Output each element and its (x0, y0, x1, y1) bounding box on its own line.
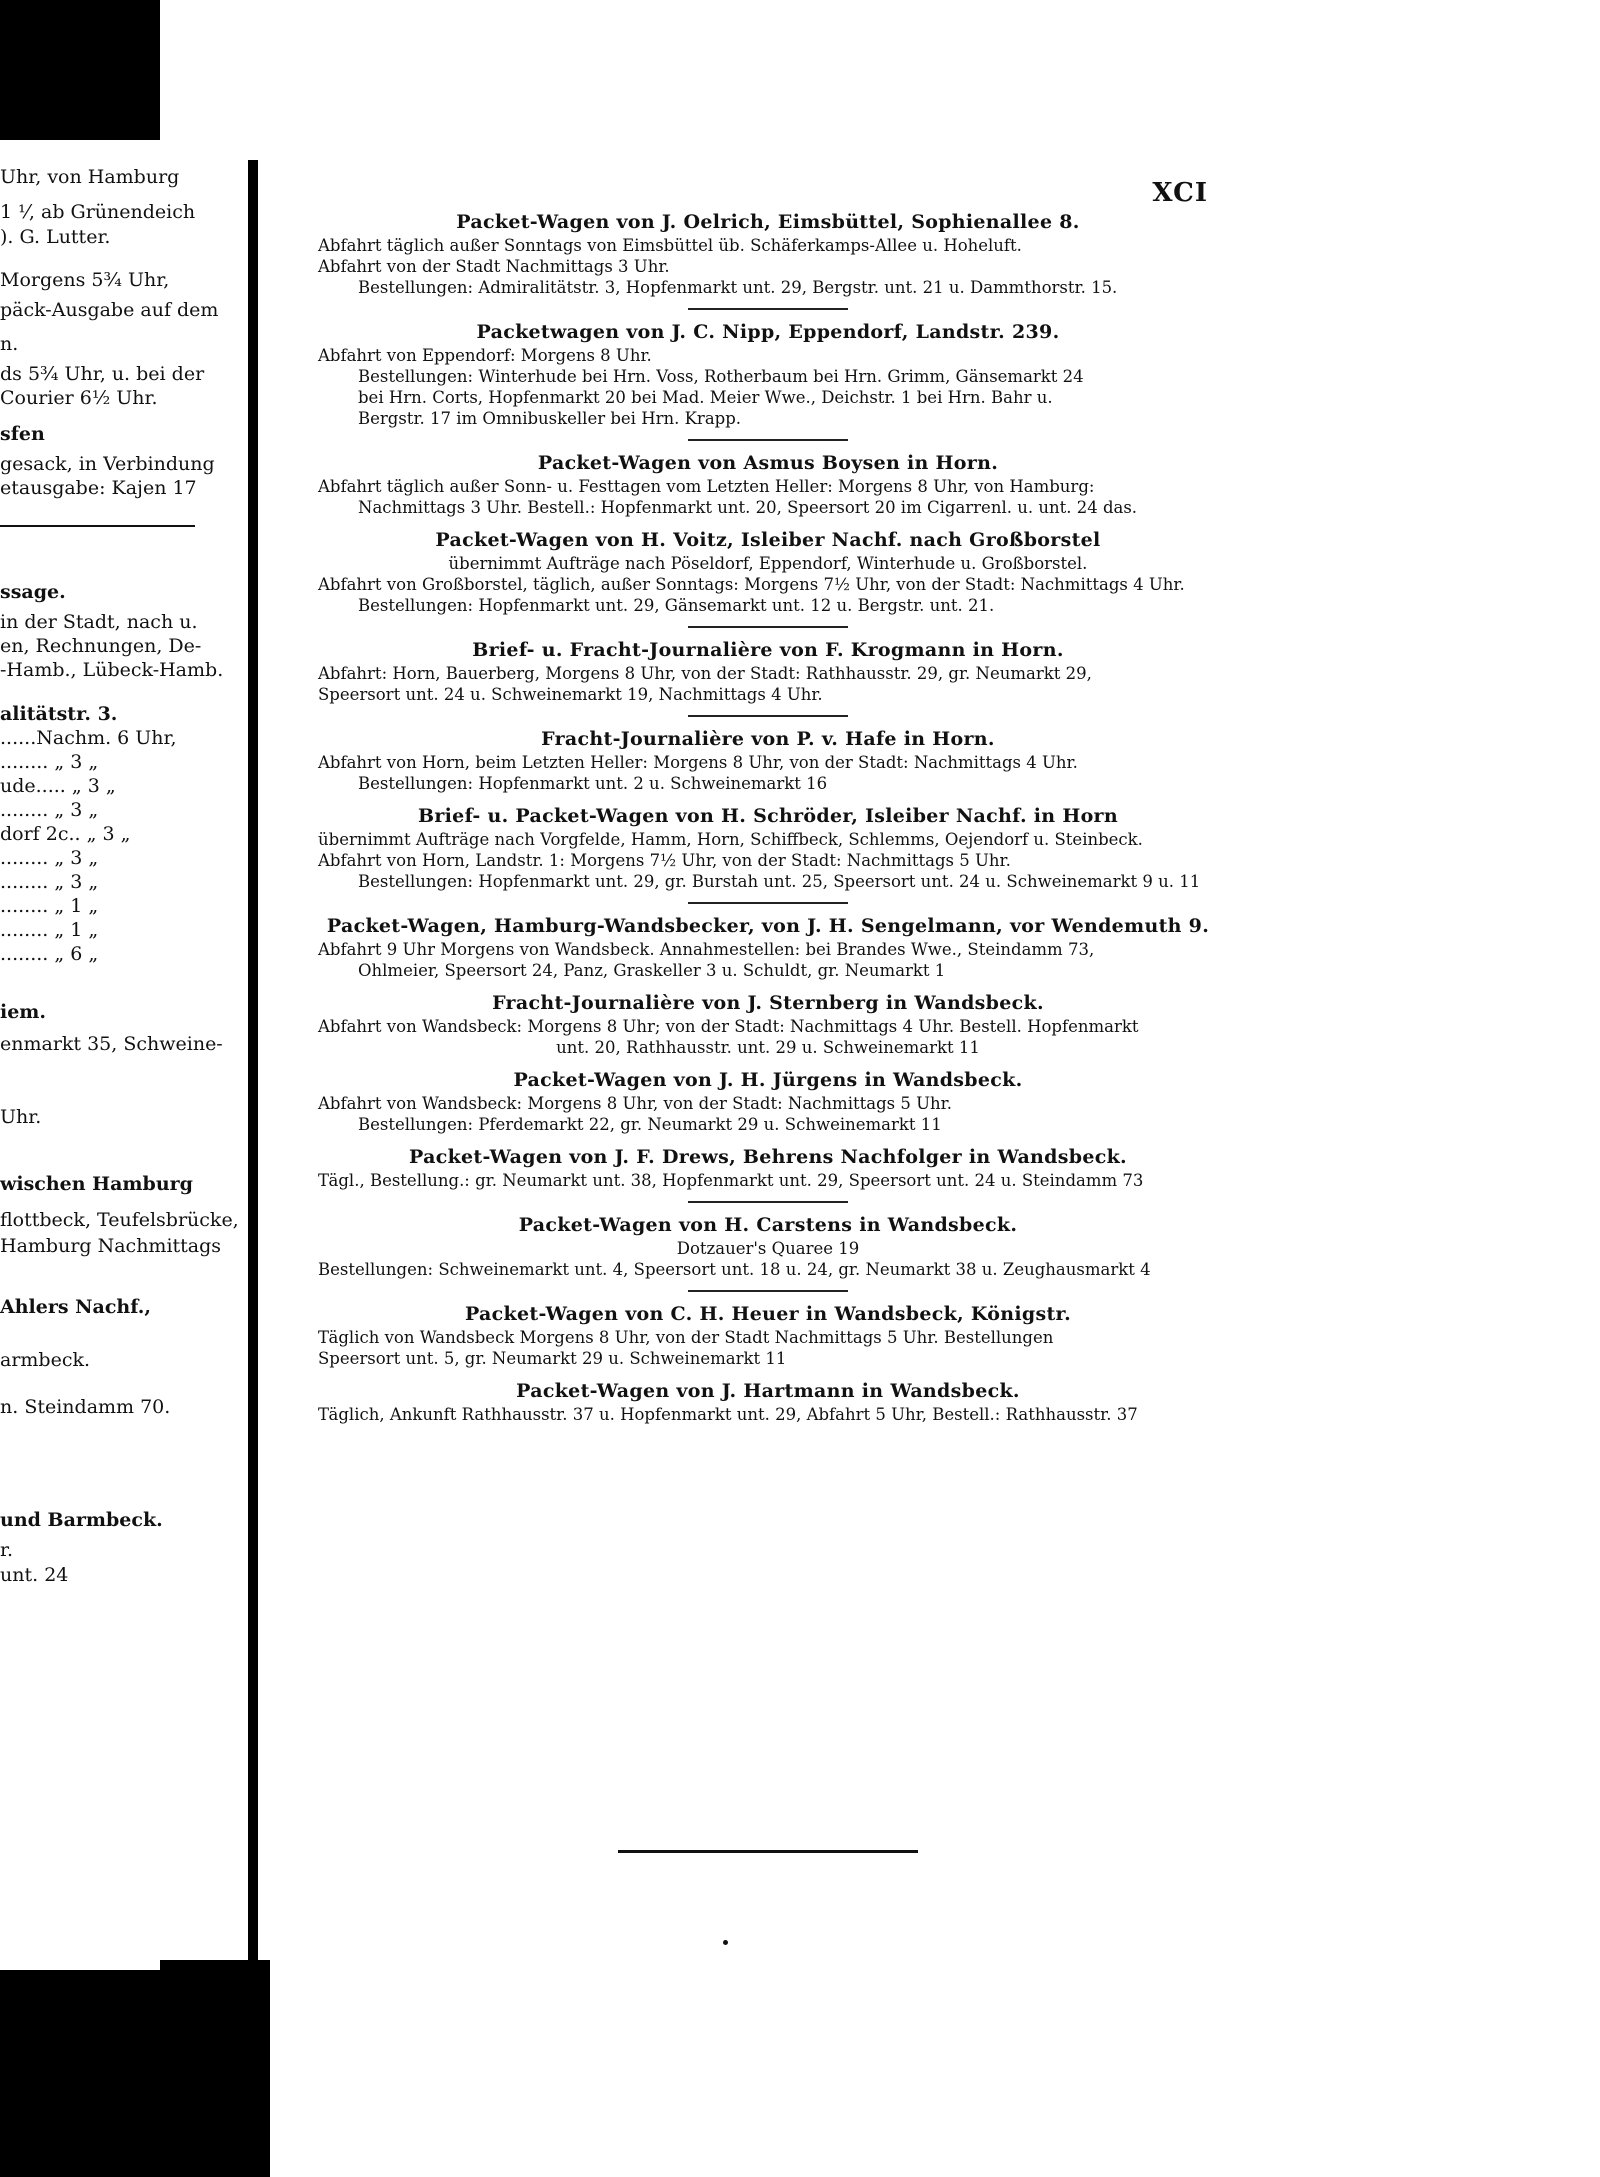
entry-line: unt. 20, Rathhausstr. unt. 29 u. Schweinemarkt 11 (556, 1038, 980, 1057)
entry-line: Abfahrt von der Stadt Nachmittags 3 Uhr. (318, 257, 670, 276)
left-line: Uhr. (0, 1106, 42, 1128)
entry-title: Packet-Wagen von H. Voitz, Isleiber Nachf. nach Großborstel (435, 529, 1101, 551)
entry (318, 210, 1218, 298)
entry-line: Abfahrt von Wandsbeck: Morgens 8 Uhr; von der Stadt: Nachmittags 4 Uhr. Bestell. Hopfenmarkt (318, 1017, 1139, 1036)
left-line: ........ „ 3 „ (0, 847, 99, 869)
entry (318, 914, 1218, 981)
left-line: ........ „ 6 „ (0, 943, 99, 965)
previous-page-fragment (0, 140, 265, 1970)
entry-divider (688, 715, 848, 717)
left-rule (0, 525, 195, 527)
left-line: wischen Hamburg (0, 1173, 193, 1195)
left-line: ude..... „ 3 „ (0, 775, 116, 797)
left-line: ). G. Lutter. (0, 226, 111, 248)
entry-line: Ohlmeier, Speersort 24, Panz, Graskeller 3 u. Schuldt, gr. Neumarkt 1 (358, 961, 946, 980)
entry (318, 1145, 1218, 1191)
left-line: iem. (0, 1001, 47, 1023)
left-line: ........ „ 1 „ (0, 919, 99, 941)
entry-divider (688, 1290, 848, 1292)
left-line: sfen (0, 423, 45, 445)
left-line: Ahlers Nachf., (0, 1296, 151, 1318)
entry-line: Abfahrt täglich außer Sonntags von Eimsbüttel üb. Schäferkamps-Allee u. Hoheluft. (318, 236, 1022, 255)
left-line: n. Steindamm 70. (0, 1396, 171, 1418)
entry-title: Fracht-Journalière von J. Sternberg in Wandsbeck. (492, 992, 1044, 1014)
entry-divider (688, 308, 848, 310)
entry-title: Packet-Wagen von J. Hartmann in Wandsbeck. (516, 1380, 1020, 1402)
entry-title: Fracht-Journalière von P. v. Hafe in Horn. (541, 728, 995, 750)
entry-line: Bergstr. 17 im Omnibuskeller bei Hrn. Krapp. (358, 409, 742, 428)
left-line: Morgens 5¾ Uhr, (0, 269, 170, 291)
left-line: Courier 6½ Uhr. (0, 387, 158, 409)
entry-title: Brief- u. Fracht-Journalière von F. Krogmann in Horn. (472, 639, 1064, 661)
entry-line: Bestellungen: Schweinemarkt unt. 4, Speersort unt. 18 u. 24, gr. Neumarkt 38 u. Zeughausmarkt 4 (318, 1260, 1151, 1279)
left-line: Uhr, von Hamburg (0, 166, 180, 188)
left-line: etausgabe: Kajen 17 (0, 477, 197, 499)
entry-line: Täglich, Ankunft Rathhausstr. 37 u. Hopfenmarkt unt. 29, Abfahrt 5 Uhr, Bestell.: Rathhausstr. 37 (318, 1405, 1138, 1424)
entry (318, 320, 1218, 429)
entry-line: Täglich von Wandsbeck Morgens 8 Uhr, von der Stadt Nachmittags 5 Uhr. Bestellungen (318, 1328, 1054, 1347)
left-line: und Barmbeck. (0, 1509, 163, 1531)
left-line: ........ „ 3 „ (0, 871, 99, 893)
entry-title: Packet-Wagen von J. F. Drews, Behrens Nachfolger in Wandsbeck. (409, 1146, 1127, 1168)
left-line: päck-Ausgabe auf dem (0, 299, 219, 321)
left-line: n. (0, 333, 19, 355)
entry-line: Abfahrt: Horn, Bauerberg, Morgens 8 Uhr, von der Stadt: Rathhausstr. 29, gr. Neumarkt 29, (318, 664, 1092, 683)
entry-line: Abfahrt von Horn, Landstr. 1: Morgens 7½ Uhr, von der Stadt: Nachmittags 5 Uhr. (318, 851, 1011, 870)
entry-line: Dotzauer's Quaree 19 (676, 1239, 860, 1258)
scan-border-bottom (160, 1960, 270, 2177)
entry-title: Packet-Wagen, Hamburg-Wandsbecker, von J. H. Sengelmann, vor Wendemuth 9. (326, 915, 1210, 937)
left-line: -Hamb., Lübeck-Hamb. (0, 659, 224, 681)
entry-line: Bestellungen: Winterhude bei Hrn. Voss, Rotherbaum bei Hrn. Grimm, Gänsemarkt 24 (358, 367, 1084, 386)
left-line: r. (0, 1539, 14, 1561)
entry (318, 1213, 1218, 1280)
entry-line: Bestellungen: Hopfenmarkt unt. 2 u. Schweinemarkt 16 (358, 774, 828, 793)
left-line: gesack, in Verbindung (0, 453, 215, 475)
left-line: ........ „ 1 „ (0, 895, 99, 917)
entry-line: Abfahrt von Eppendorf: Morgens 8 Uhr. (318, 346, 652, 365)
entry-line: Bestellungen: Hopfenmarkt unt. 29, gr. Burstah unt. 25, Speersort unt. 24 u. Schweinemarkt 9 u. 11 (358, 872, 1201, 891)
entry-line: Speersort unt. 24 u. Schweinemarkt 19, Nachmittags 4 Uhr. (318, 685, 823, 704)
entry (318, 1379, 1218, 1425)
entry (318, 804, 1218, 892)
entry-divider (688, 626, 848, 628)
left-line: unt. 24 (0, 1564, 69, 1586)
left-line: flottbeck, Teufelsbrücke, (0, 1209, 239, 1231)
entry (318, 1068, 1218, 1135)
entry-title: Packet-Wagen von J. Oelrich, Eimsbüttel, Sophienallee 8. (456, 211, 1080, 233)
entry (318, 528, 1218, 616)
entry-title: Packet-Wagen von H. Carstens in Wandsbeck. (518, 1214, 1018, 1236)
entry-line: Nachmittags 3 Uhr. Bestell.: Hopfenmarkt unt. 20, Speersort 20 im Cigarrenl. u. unt. 24 das. (358, 498, 1138, 517)
left-line: in der Stadt, nach u. (0, 611, 198, 633)
page-number: XCI (1152, 178, 1208, 208)
entry-line: Bestellungen: Hopfenmarkt unt. 29, Gänsemarkt unt. 12 u. Bergstr. unt. 21. (358, 596, 995, 615)
left-line: dorf 2c.. „ 3 „ (0, 823, 131, 845)
entry-title: Packetwagen von J. C. Nipp, Eppendorf, Landstr. 239. (476, 321, 1060, 343)
entry-title: Brief- u. Packet-Wagen von H. Schröder, Isleiber Nachf. in Horn (418, 805, 1118, 827)
entry-line: Speersort unt. 5, gr. Neumarkt 29 u. Schweinemarkt 11 (318, 1349, 787, 1368)
entry (318, 451, 1218, 518)
left-line: ........ „ 3 „ (0, 751, 99, 773)
entry (318, 1302, 1218, 1369)
left-line: enmarkt 35, Schweine- (0, 1033, 223, 1055)
entry-line: Abfahrt täglich außer Sonn- u. Festtagen vom Letzten Heller: Morgens 8 Uhr, von Hamburg: (318, 477, 1095, 496)
entry-line: übernimmt Aufträge nach Pöseldorf, Eppendorf, Winterhude u. Großborstel. (448, 554, 1088, 573)
entry-title: Packet-Wagen von C. H. Heuer in Wandsbeck, Königstr. (464, 1303, 1072, 1325)
left-line: ds 5¾ Uhr, u. bei der (0, 363, 205, 385)
entry (318, 638, 1218, 705)
entry-list (318, 210, 1218, 1435)
entry-divider (688, 902, 848, 904)
entry-line: Abfahrt von Wandsbeck: Morgens 8 Uhr, von der Stadt: Nachmittags 5 Uhr. (318, 1094, 952, 1113)
entry-line: Abfahrt von Horn, beim Letzten Heller: Morgens 8 Uhr, von der Stadt: Nachmittags 4 Uhr. (318, 753, 1078, 772)
printer-dot (723, 1940, 728, 1945)
entry (318, 991, 1218, 1058)
entry-divider (688, 439, 848, 441)
entry-title: Packet-Wagen von Asmus Boysen in Horn. (537, 452, 999, 474)
entry-line: Bestellungen: Pferdemarkt 22, gr. Neumarkt 29 u. Schweinemarkt 11 (358, 1115, 942, 1134)
entry-divider (688, 1201, 848, 1203)
end-rule (618, 1850, 918, 1853)
entry (318, 727, 1218, 794)
left-line: 1 ⅟, ab Grünendeich (0, 201, 196, 223)
left-line: ........ „ 3 „ (0, 799, 99, 821)
entry-line: Abfahrt 9 Uhr Morgens von Wandsbeck. Annahmestellen: bei Brandes Wwe., Steindamm 73, (318, 940, 1095, 959)
entry-title: Packet-Wagen von J. H. Jürgens in Wandsbeck. (513, 1069, 1023, 1091)
left-line: armbeck. (0, 1349, 91, 1371)
left-line: alitätstr. 3. (0, 703, 118, 725)
left-line: ......Nachm. 6 Uhr, (0, 727, 177, 749)
page-gutter-shadow (248, 160, 258, 1980)
document-page (268, 140, 1258, 1960)
left-line: ssage. (0, 581, 66, 603)
page-gutter-edge (258, 140, 264, 1970)
entry-line: bei Hrn. Corts, Hopfenmarkt 20 bei Mad. Meier Wwe., Deichstr. 1 bei Hrn. Bahr u. (358, 388, 1053, 407)
entry-line: Bestellungen: Admiralitätstr. 3, Hopfenmarkt unt. 29, Bergstr. unt. 21 u. Dammthorstr. 15. (358, 278, 1118, 297)
left-line: Hamburg Nachmittags (0, 1235, 222, 1257)
entry-line: Abfahrt von Großborstel, täglich, außer Sonntags: Morgens 7½ Uhr, von der Stadt: Nachmittags 4 Uhr. (318, 575, 1185, 594)
entry-line: übernimmt Aufträge nach Vorgfelde, Hamm, Horn, Schiffbeck, Schlemms, Oejendorf u. Steinbeck. (318, 830, 1143, 849)
left-line: en, Rechnungen, De- (0, 635, 202, 657)
entry-line: Tägl., Bestellung.: gr. Neumarkt unt. 38, Hopfenmarkt unt. 29, Speersort unt. 24 u. Steindamm 73 (318, 1171, 1144, 1190)
